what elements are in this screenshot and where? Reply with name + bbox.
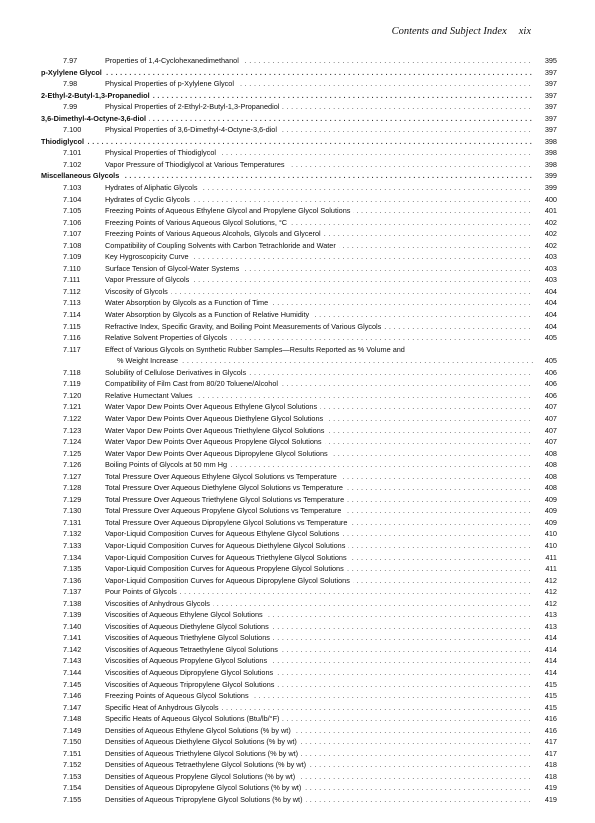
toc-entry — [0, 599, 595, 611]
toc-entry-title: % Weight Increase — [117, 356, 181, 365]
toc-entry-number: 7.100 — [63, 125, 82, 135]
toc-entry — [0, 102, 595, 114]
toc-page-number: 418 — [544, 760, 557, 770]
toc-entry-number: 7.126 — [63, 460, 82, 470]
toc-entry — [0, 195, 595, 207]
toc-entry — [0, 437, 595, 449]
toc-entry-title: Vapor Pressure of Glycols — [105, 275, 192, 284]
toc-entry-title: Vapor Pressure of Thiodiglycol at Various Temperatures — [105, 160, 288, 169]
toc-entry-title: Hydrates of Aliphatic Glycols — [105, 183, 200, 192]
toc-entry-number: 7.155 — [63, 795, 82, 804]
toc-entry-number: 7.115 — [63, 321, 81, 331]
toc-page-number: 401 — [544, 206, 557, 216]
toc-entry-number: 7.138 — [63, 598, 82, 608]
toc-entry-number: 7.112 — [63, 286, 81, 296]
toc-entry-number: 7.151 — [63, 748, 82, 758]
toc-entry-number: 7.141 — [63, 633, 82, 643]
toc-entry-number: 7.98 — [63, 79, 78, 89]
toc-page-number: 419 — [544, 783, 557, 793]
toc-page-number: 406 — [544, 379, 557, 389]
toc-entry-title: Specific Heats of Aqueous Glycol Solutions (Btu/lb/°F) — [105, 714, 282, 723]
section-title: p-Xylylene Glycol — [41, 68, 105, 77]
toc-section-heading — [0, 68, 595, 80]
toc-entry — [0, 633, 595, 645]
toc-entry-number: 7.120 — [63, 390, 82, 400]
toc-entry — [0, 737, 595, 749]
toc-entry — [0, 368, 595, 380]
toc-entry-title: Viscosities of Anhydrous Glycols — [105, 599, 213, 608]
toc-entry — [0, 576, 595, 588]
toc-page-number: 419 — [544, 795, 557, 804]
toc-entry — [0, 287, 595, 299]
toc-entry-title: Effect of Various Glycols on Synthetic Rubber Samples—Results Reported as % Volume and — [105, 345, 408, 354]
toc-entry — [0, 322, 595, 334]
toc-entry — [0, 495, 595, 507]
toc-page-number: 399 — [544, 183, 557, 193]
toc-entry — [0, 125, 595, 137]
toc-entry-number: 7.132 — [63, 529, 82, 539]
toc-entry-title: Densities of Aqueous Triethylene Glycol Solutions (% by wt) — [105, 749, 301, 758]
toc-page-number: 416 — [544, 725, 557, 735]
toc-entry-title: Vapor-Liquid Composition Curves for Aqueous Dipropylene Glycol Solutions — [105, 576, 353, 585]
toc-entry-number: 7.123 — [63, 425, 82, 435]
toc-entry-title: Densities of Aqueous Dipropylene Glycol Solutions (% by wt) — [105, 783, 304, 792]
toc-entry-title: Freezing Points of Aqueous Ethylene Glycol and Propylene Glycol Solutions — [105, 206, 353, 215]
toc-entry-number: 7.110 — [63, 263, 81, 273]
toc-entry-title: Viscosities of Aqueous Tripropylene Glycol Solutions — [105, 680, 277, 689]
toc-entry — [0, 218, 595, 230]
toc-entry-number: 7.147 — [63, 702, 82, 712]
toc-page-number: 416 — [544, 714, 557, 724]
toc-entry-title: Relative Humectant Values — [105, 391, 195, 400]
toc-entry-title: Densities of Aqueous Tetraethylene Glycol Solutions (% by wt) — [105, 760, 309, 769]
toc-entry-number: 7.142 — [63, 644, 82, 654]
toc-entry — [0, 668, 595, 680]
toc-entry-title: Solubility of Cellulose Derivatives in Glycols — [105, 368, 249, 377]
toc-entry — [0, 229, 595, 241]
toc-entry — [0, 541, 595, 553]
section-title: 3,6-Dimethyl-4-Octyne-3,6-diol — [41, 114, 149, 123]
toc-entry-number: 7.143 — [63, 656, 82, 666]
toc-entry — [0, 379, 595, 391]
toc-entry-number: 7.111 — [63, 275, 81, 285]
toc-entry-title: Water Vapor Dew Points Over Aqueous Diethylene Glycol Solutions — [105, 414, 326, 423]
toc-entry-title: Densities of Aqueous Diethylene Glycol Solutions (% by wt) — [105, 737, 300, 746]
toc-page-number: 402 — [544, 217, 557, 227]
running-header — [40, 26, 531, 37]
toc-entry-title: Viscosities of Aqueous Dipropylene Glycol Solutions — [105, 668, 276, 677]
toc-entry — [0, 206, 595, 218]
toc-entry-number: 7.107 — [63, 229, 82, 239]
toc-entry-title: Densities of Aqueous Ethylene Glycol Solutions (% by wt) — [105, 726, 294, 735]
toc-entry-title: Physical Properties of 3,6-Dimethyl-4-Octyne-3,6-diol — [105, 125, 280, 134]
toc-entry-number: 7.99 — [63, 102, 78, 112]
toc-entry — [0, 587, 595, 599]
toc-page-number: 408 — [544, 483, 557, 493]
toc-entry — [0, 472, 595, 484]
section-title: Thiodiglycol — [41, 137, 87, 146]
toc-entry — [0, 795, 595, 807]
section-title: 2-Ethyl-2-Butyl-1,3-Propanediol — [41, 91, 153, 100]
toc-entry — [0, 529, 595, 541]
toc-entry-title: Compatibility of Film Cast from 80/20 Toluene/Alcohol — [105, 379, 281, 388]
toc-page-number: 404 — [544, 298, 557, 308]
toc-entry-number: 7.109 — [63, 252, 82, 262]
toc-entry-title: Vapor-Liquid Composition Curves for Aqueous Ethylene Glycol Solutions — [105, 529, 342, 538]
toc-entry-number: 7.104 — [63, 194, 82, 204]
toc-page-number: 407 — [544, 413, 557, 423]
toc-page-number: 417 — [544, 748, 557, 758]
toc-entry-number: 7.140 — [63, 621, 82, 631]
toc-entry-title: Water Vapor Dew Points Over Aqueous Ethylene Glycol Solutions — [105, 402, 320, 411]
toc-entry — [0, 622, 595, 634]
toc-page-number: 414 — [544, 667, 557, 677]
toc-entry-number: 7.144 — [63, 667, 82, 677]
toc-page-number: 409 — [544, 517, 557, 527]
toc-entry-number: 7.102 — [63, 159, 82, 169]
toc-page-number: 404 — [544, 321, 557, 331]
toc-entry-title: Total Pressure Over Aqueous Diethylene Glycol Solutions vs Temperature — [105, 483, 346, 492]
toc-section-heading — [0, 114, 595, 126]
toc-page-number: 414 — [544, 656, 557, 666]
toc-entry — [0, 449, 595, 461]
toc-entry-number: 7.128 — [63, 483, 82, 493]
toc-entry-title: Refractive Index, Specific Gravity, and Boiling Point Measurements of Various Glycols — [105, 322, 384, 331]
toc-page-number: 417 — [544, 737, 557, 747]
toc-entry — [0, 760, 595, 772]
toc-entry-number: 7.148 — [63, 714, 82, 724]
toc-entry-number: 7.103 — [63, 183, 82, 193]
toc-entry-number: 7.135 — [63, 564, 82, 574]
toc-entry-number: 7.130 — [63, 506, 82, 516]
toc-page-number: 398 — [544, 148, 557, 158]
toc-entry — [0, 680, 595, 692]
toc-entry-number: 7.108 — [63, 240, 82, 250]
toc-page-number: 404 — [544, 310, 557, 320]
toc-page-number: 407 — [544, 402, 557, 412]
toc-entry-number: 7.97 — [63, 56, 78, 65]
toc-entry-title: Freezing Points of Various Aqueous Alcohols, Glycols and Glycerol — [105, 229, 324, 238]
toc-entry-title: Viscosities of Aqueous Tetraethylene Glycol Solutions — [105, 645, 281, 654]
toc-entry-number: 7.116 — [63, 333, 81, 343]
toc-entry-title: Viscosities of Aqueous Diethylene Glycol Solutions — [105, 622, 272, 631]
toc-entry-number: 7.117 — [63, 344, 81, 354]
toc-page-number: 413 — [544, 610, 557, 620]
toc-entry-number: 7.118 — [63, 367, 81, 377]
toc-page-number: 412 — [544, 598, 557, 608]
header-title: Contents and Subject Index — [391, 26, 507, 37]
toc-entry — [0, 264, 595, 276]
toc-page-number: 407 — [544, 437, 557, 447]
toc-entry — [0, 645, 595, 657]
toc-entry-title: Vapor-Liquid Composition Curves for Aqueous Diethylene Glycol Solutions — [105, 541, 348, 550]
toc-page-number: 413 — [544, 621, 557, 631]
toc-entry-number: 7.101 — [63, 148, 82, 158]
toc-page-number: 409 — [544, 506, 557, 516]
toc-page-number: 418 — [544, 771, 557, 781]
toc-page-number: 398 — [544, 136, 557, 146]
toc-entry — [0, 56, 595, 68]
toc-entry — [0, 460, 595, 472]
table-of-contents — [0, 56, 595, 807]
toc-entry — [0, 160, 595, 172]
toc-entry-number: 7.136 — [63, 575, 82, 585]
toc-entry — [0, 714, 595, 726]
toc-entry — [0, 252, 595, 264]
toc-entry — [0, 610, 595, 622]
toc-page-number: 398 — [544, 159, 557, 169]
toc-entry-number: 7.153 — [63, 771, 82, 781]
toc-entry-number: 7.152 — [63, 760, 82, 770]
toc-entry-title: Compatibility of Coupling Solvents with Carbon Tetrachloride and Water — [105, 241, 339, 250]
toc-page-number: 402 — [544, 240, 557, 250]
toc-page-number: 397 — [544, 67, 557, 77]
toc-page-number: 408 — [544, 448, 557, 458]
toc-entry — [0, 391, 595, 403]
toc-entry-title: Specific Heat of Anhydrous Glycols — [105, 703, 222, 712]
toc-entry-number: 7.137 — [63, 587, 82, 597]
toc-entry-number: 7.124 — [63, 437, 82, 447]
toc-entry — [0, 749, 595, 761]
toc-page-number: 410 — [544, 529, 557, 539]
toc-page-number: 405 — [544, 333, 557, 343]
toc-entry-title: Freezing Points of Aqueous Glycol Solutions — [105, 691, 252, 700]
toc-entry-title: Total Pressure Over Aqueous Dipropylene Glycol Solutions vs Temperature — [105, 518, 350, 527]
toc-entry — [0, 148, 595, 160]
toc-entry-number: 7.125 — [63, 448, 82, 458]
toc-entry-title: Densities of Aqueous Propylene Glycol Solutions (% by wt) — [105, 772, 298, 781]
toc-entry — [0, 241, 595, 253]
toc-entry-number: 7.106 — [63, 217, 82, 227]
toc-entry-title: Viscosities of Aqueous Propylene Glycol Solutions — [105, 656, 270, 665]
toc-page-number: 415 — [544, 679, 557, 689]
toc-entry-title: Vapor-Liquid Composition Curves for Aqueous Propylene Glycol Solutions — [105, 564, 347, 573]
toc-page-number: 406 — [544, 367, 557, 377]
toc-entry-title: Physical Properties of Thiodiglycol — [105, 148, 219, 157]
toc-entry-title: Freezing Points of Various Aqueous Glycol Solutions, °C — [105, 218, 290, 227]
toc-page-number: 411 — [545, 564, 557, 574]
toc-entry — [0, 426, 595, 438]
toc-page-number: 408 — [544, 460, 557, 470]
toc-entry-number: 7.139 — [63, 610, 82, 620]
toc-entry-number: 7.134 — [63, 552, 82, 562]
toc-entry — [0, 275, 595, 287]
toc-entry-number: 7.149 — [63, 725, 82, 735]
toc-page-number: 414 — [544, 644, 557, 654]
toc-entry-title: Viscosities of Aqueous Triethylene Glycol Solutions — [105, 633, 273, 642]
toc-entry-title: Water Vapor Dew Points Over Aqueous Dipropylene Glycol Solutions — [105, 449, 331, 458]
toc-entry-number: 7.114 — [63, 310, 81, 320]
toc-section-heading — [0, 171, 595, 183]
toc-entry-title: Water Vapor Dew Points Over Aqueous Triethylene Glycol Solutions — [105, 426, 327, 435]
toc-page-number: 397 — [544, 79, 557, 89]
toc-entry-title: Boiling Points of Glycols at 50 mm Hg — [105, 460, 230, 469]
toc-entry-number: 7.129 — [63, 494, 82, 504]
toc-page-number: 397 — [544, 102, 557, 112]
toc-page-number: 415 — [544, 691, 557, 701]
toc-page-number: 407 — [544, 425, 557, 435]
toc-entry — [0, 703, 595, 715]
toc-entry-title: Key Hygroscopicity Curve — [105, 252, 192, 261]
toc-page-number: 409 — [544, 494, 557, 504]
toc-page-number: 395 — [544, 56, 557, 65]
toc-entry — [0, 726, 595, 738]
toc-entry-number: 7.133 — [63, 540, 82, 550]
toc-page-number: 397 — [544, 90, 557, 100]
toc-entry-title: Total Pressure Over Aqueous Triethylene Glycol Solutions vs Temperature — [105, 495, 347, 504]
toc-entry-number: 7.122 — [63, 413, 82, 423]
toc-entry-title: Surface Tension of Glycol-Water Systems — [105, 264, 242, 273]
toc-page-number: 404 — [544, 286, 557, 296]
toc-entry — [0, 183, 595, 195]
toc-entry — [0, 783, 595, 795]
toc-section-heading — [0, 91, 595, 103]
toc-page-number: 411 — [545, 552, 557, 562]
toc-entry-title: Total Pressure Over Aqueous Ethylene Glycol Solutions vs Temperature — [105, 472, 340, 481]
toc-entry — [0, 564, 595, 576]
toc-entry-title: Total Pressure Over Aqueous Propylene Glycol Solutions vs Temperature — [105, 506, 344, 515]
toc-page-number: 412 — [544, 587, 557, 597]
toc-entry-title: Water Absorption by Glycols as a Function of Relative Humidity — [105, 310, 312, 319]
toc-page-number: 412 — [544, 575, 557, 585]
toc-entry — [0, 772, 595, 784]
toc-entry-title: Water Absorption by Glycols as a Function of Time — [105, 298, 271, 307]
toc-entry-title: Water Vapor Dew Points Over Aqueous Propylene Glycol Solutions — [105, 437, 325, 446]
toc-entry-title: Hydrates of Cyclic Glycols — [105, 195, 193, 204]
toc-entry — [0, 506, 595, 518]
toc-section-heading — [0, 137, 595, 149]
toc-page-number: 403 — [544, 275, 557, 285]
toc-page-number: 410 — [544, 540, 557, 550]
toc-entry-title: Viscosity of Glycols — [105, 287, 171, 296]
toc-entry-number: 7.150 — [63, 737, 82, 747]
header-page-number: xix — [518, 26, 531, 37]
toc-entry — [0, 414, 595, 426]
toc-entry-number: 7.127 — [63, 471, 82, 481]
toc-entry-title: Physical Properties of p-Xylylene Glycol — [105, 79, 237, 88]
toc-page-number: 403 — [544, 252, 557, 262]
toc-entry — [0, 402, 595, 414]
toc-entry-number: 7.145 — [63, 679, 82, 689]
toc-entry — [0, 356, 595, 368]
toc-entry — [0, 483, 595, 495]
toc-entry — [0, 79, 595, 91]
toc-entry-title: Relative Solvent Properties of Glycols — [105, 333, 230, 342]
toc-entry — [0, 333, 595, 345]
toc-page-number: 399 — [544, 171, 557, 181]
toc-entry-number: 7.146 — [63, 691, 82, 701]
section-title: Miscellaneous Glycols — [41, 171, 122, 180]
toc-page-number: 402 — [544, 229, 557, 239]
toc-entry-title: Pour Points of Glycols — [105, 587, 180, 596]
toc-entry — [0, 298, 595, 310]
toc-entry-title: Viscosities of Aqueous Ethylene Glycol Solutions — [105, 610, 266, 619]
toc-page-number: 400 — [544, 194, 557, 204]
toc-entry-title: Properties of 1,4-Cyclohexanedimethanol — [105, 56, 242, 65]
toc-entry-title: Vapor-Liquid Composition Curves for Aqueous Triethylene Glycol Solutions — [105, 553, 350, 562]
toc-entry — [0, 518, 595, 530]
toc-entry-number: 7.131 — [63, 517, 82, 527]
toc-page-number: 408 — [544, 471, 557, 481]
toc-entry-number: 7.113 — [63, 298, 81, 308]
toc-entry-number: 7.105 — [63, 206, 82, 216]
toc-entry — [0, 345, 595, 357]
toc-page-number: 397 — [544, 113, 557, 123]
toc-entry-number: 7.119 — [63, 379, 81, 389]
toc-entry-title: Physical Properties of 2-Ethyl-2-Butyl-1,3-Propanediol — [105, 102, 282, 111]
toc-entry — [0, 691, 595, 703]
toc-entry-number: 7.154 — [63, 783, 82, 793]
toc-entry-title: Densities of Aqueous Tripropylene Glycol Solutions (% by wt) — [105, 795, 306, 804]
toc-entry-number: 7.121 — [63, 402, 82, 412]
toc-entry — [0, 656, 595, 668]
toc-page-number: 397 — [544, 125, 557, 135]
toc-page-number: 403 — [544, 263, 557, 273]
toc-page-number: 415 — [544, 702, 557, 712]
toc-page-number: 405 — [544, 356, 557, 366]
toc-entry — [0, 310, 595, 322]
toc-page-number: 406 — [544, 390, 557, 400]
toc-page-number: 414 — [544, 633, 557, 643]
toc-entry — [0, 553, 595, 565]
